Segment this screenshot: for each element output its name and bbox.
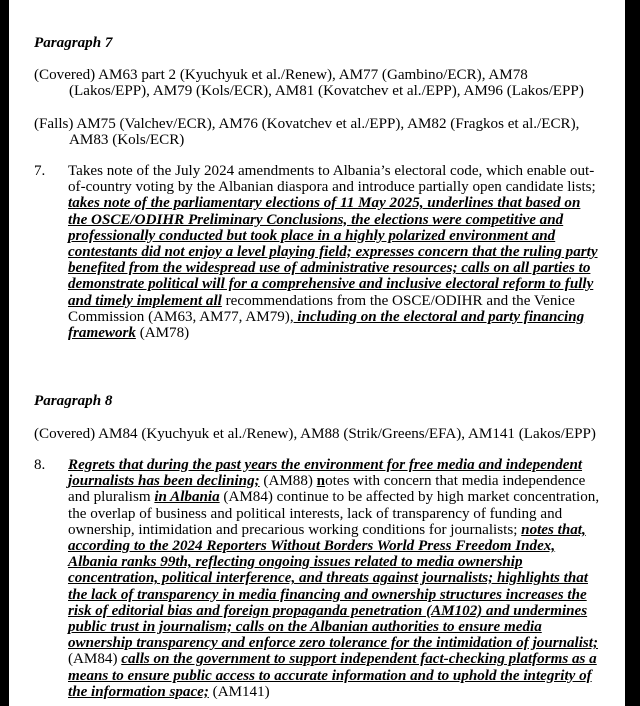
paragraph-8-covered [34, 426, 624, 442]
text-run: (AM84) continue to be affected by high market concentration, [219, 489, 600, 506]
text-run: the overlap of business and political interests, lack of transparency of funding and [68, 505, 563, 522]
text-run: framework [68, 325, 136, 342]
text-run: recommendations from the OSCE/ODIHR and the Venice [221, 292, 575, 309]
text-line [68, 554, 593, 570]
text-line [68, 587, 593, 603]
text-line [68, 325, 593, 341]
text-line [68, 244, 598, 261]
text-run: notes that, [521, 521, 586, 538]
covered-line-1: (Covered) AM63 part 2 (Kyuchyuk et al./Renew), AM77 (Gambino/ECR), AM78 [34, 67, 528, 83]
text-run: demonstrate political will for a comprehensive and inclusive electoral reform to fully [68, 276, 594, 293]
text-run: including on the electoral and party financing [293, 308, 585, 325]
paragraph-7-number: 7. [34, 163, 46, 179]
text-line [68, 522, 593, 538]
text-line [68, 651, 597, 668]
text-line [68, 538, 593, 554]
text-run: contestants did not enjoy a level playing field; expresses concern that the ruling party [68, 244, 598, 261]
paragraph-7-heading: Paragraph 7 [34, 35, 113, 51]
text-run: takes note of the parliamentary elections of 11 May 2025, underlines that based on [68, 195, 581, 212]
text-run: the OSCE/ODIHR Preliminary Conclusions, the elections were competitive and [68, 211, 564, 228]
text-line [68, 570, 593, 586]
text-run: concentration, political interference, and threats against journalists; highlights that [68, 570, 588, 587]
falls-line-2: AM83 (Kols/ECR) [69, 132, 185, 149]
text-run: public trust in journalism; calls on the Albanian authorities to ensure media [68, 619, 542, 636]
text-line [68, 195, 593, 211]
text-line [68, 619, 593, 635]
text-line [68, 276, 593, 292]
text-run: of-country voting by the Albanian diaspora and introduce partially open candidate lists; [68, 179, 596, 196]
text-run: and pluralism [68, 489, 155, 506]
text-line [68, 293, 593, 309]
falls-line-1: (Falls) AM75 (Valchev/ECR), AM76 (Kovatchev et al./EPP), AM82 (Fragkos et al./ECR), [34, 116, 580, 132]
text-line [68, 489, 600, 506]
text-run: means to ensure public access to accurate information and to uphold the integrity of [68, 667, 592, 684]
paragraph-7-falls [34, 116, 614, 148]
text-run: the information space; [68, 683, 209, 700]
text-run: journalists has been declining; [68, 473, 260, 490]
text-run: benefited from the widespread use of administrative resources; calls on all parties to [68, 260, 591, 277]
text-line [68, 212, 593, 228]
text-line [68, 635, 599, 652]
text-line [68, 228, 593, 244]
text-line [68, 473, 593, 489]
text-line [68, 668, 593, 684]
text-run: otes with concern that media independence [325, 473, 586, 490]
text-line [68, 260, 593, 276]
text-run: ownership, intimidation and precarious working conditions for journalists; [68, 521, 522, 538]
paragraph-8-number: 8. [34, 457, 46, 473]
text-run: Commission (AM63, AM77, AM79) [68, 308, 290, 325]
text-line [68, 603, 593, 619]
text-line [68, 163, 593, 179]
text-run: calls on the government to support independent fact-checking platforms as a [121, 651, 597, 668]
text-line [68, 457, 593, 473]
text-run: according to the 2024 Reporters Without Borders World Press Freedom Index, [68, 538, 556, 555]
text-run: (AM84) [68, 651, 122, 668]
text-line [68, 684, 593, 700]
text-run: Takes note of the July 2024 amendments to Albania’s electoral code, which enable out- [68, 163, 595, 179]
text-run: ownership transparency and enforce zero tolerance for the intimidation of journalist; [68, 635, 599, 652]
text-run: Regrets that during the past years the environment for free media and independent [68, 457, 583, 473]
paragraph-7-body [68, 163, 598, 342]
text-line [68, 179, 596, 196]
paragraph-8-heading: Paragraph 8 [34, 393, 113, 409]
text-line [68, 506, 593, 522]
paragraph-7-covered [34, 67, 614, 99]
document-page [9, 0, 625, 706]
paragraph-8-body [68, 457, 600, 700]
text-run: (AM78) [135, 325, 190, 342]
text-run: (AM88) [259, 473, 317, 490]
text-run: professionally conducted but took place in a highly polarized environment and [68, 227, 556, 244]
text-run: n [316, 473, 326, 490]
text-run: risk of editorial bias and foreign propaganda penetration (AM102) and undermines [68, 602, 588, 619]
text-run: Albania ranks 99th, reflecting ongoing issues related to media ownership [68, 554, 523, 571]
text-run: (AM141) [208, 683, 270, 700]
text-line [68, 309, 593, 325]
text-run: and timely implement all [68, 292, 222, 309]
text-run: in Albania [154, 489, 220, 506]
covered-line-1: (Covered) AM84 (Kyuchyuk et al./Renew), AM88 (Strik/Greens/EFA), AM141 (Lakos/EPP) [34, 426, 596, 442]
covered-line-2: (Lakos/EPP), AM79 (Kols/ECR), AM81 (Kovatchev et al./EPP), AM96 (Lakos/EPP) [69, 83, 584, 100]
text-run: , [289, 308, 294, 325]
text-run: the lack of transparency in media financing and ownership structures increases the [68, 586, 587, 603]
